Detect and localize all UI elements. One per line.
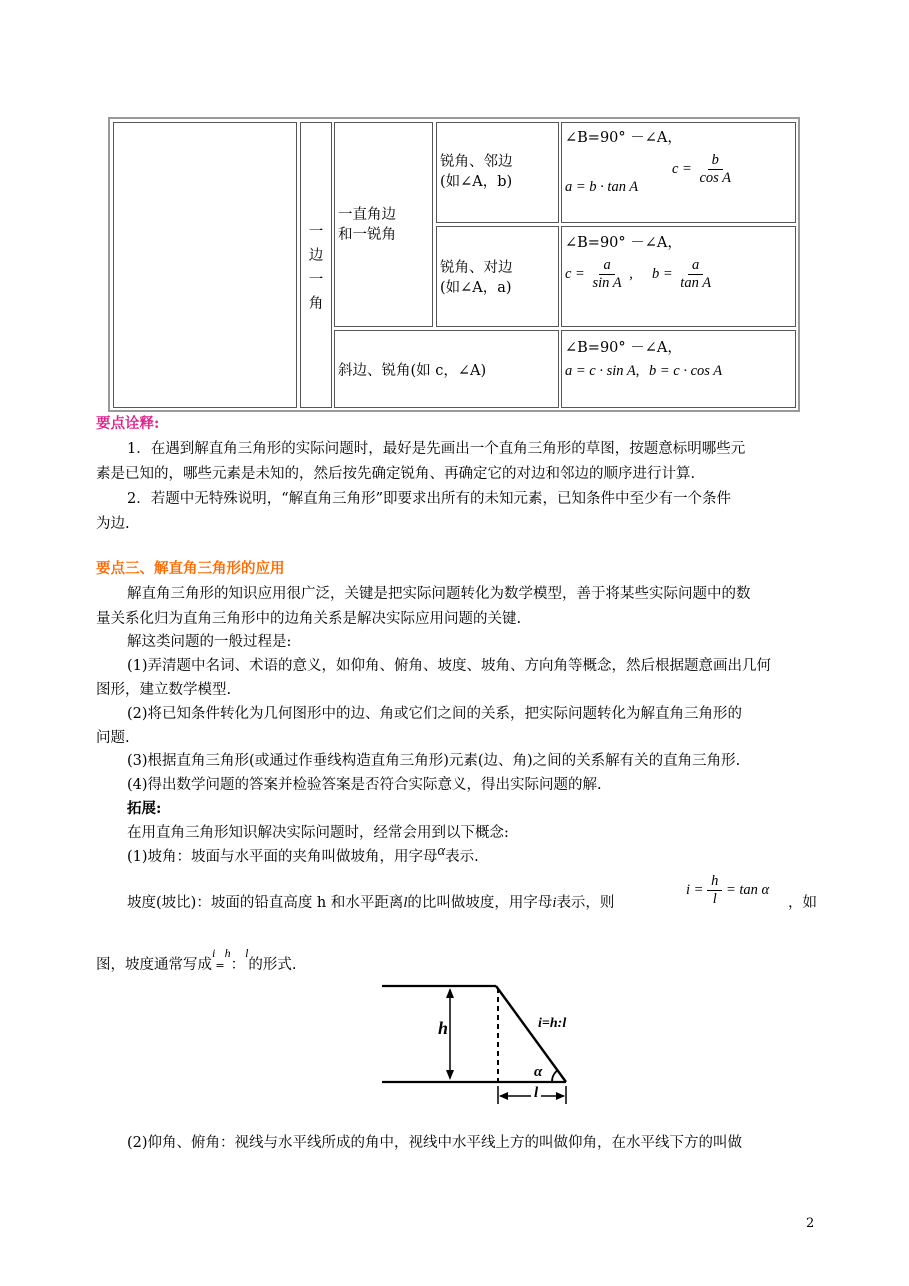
slope-form-line: 图，坡度通常写成$^i$=$^h$：$^l$的形式. xyxy=(96,946,297,973)
formula-2-c: c = $\frac{a}{\text{sin A}}$ , xyxy=(565,257,633,291)
extension-heading: 拓展: xyxy=(127,800,162,817)
condition-1: 锐角、邻边 (如∠A，b) xyxy=(440,154,513,190)
condition-2: 锐角、对边 (如∠A，a) xyxy=(440,260,513,296)
note-1-line1: 1．在遇到解直角三角形的实际问题时，最好是先画出一个直角三角形的草图，按题意标明哪些元 xyxy=(127,441,746,457)
diagram-alpha-label: α xyxy=(534,1064,543,1080)
formula-3-a: a = c · sin A, b = c · cos A xyxy=(565,363,723,379)
step-1-line2: 图形，建立数学模型. xyxy=(96,682,232,698)
table-cell-empty xyxy=(113,122,297,408)
section3-intro-line1: 解直角三角形的知识应用很广泛，关键是把实际问题转化为数学模型，善于将某些实际问题中的数 xyxy=(127,586,751,602)
note-2-line1: 2．若题中无特殊说明，“解直角三角形”即要求出所有的未知元素，已知条件中至少有一个条件 xyxy=(127,491,732,507)
process-label: 解这类问题的一般过程是: xyxy=(127,634,292,650)
elevation-def: (2)仰角、俯角：视线与水平线所成的角中，视线中水平线上方的叫做仰角，在水平线下方的叫做 xyxy=(127,1135,743,1151)
slope-grade-tail: ，如 xyxy=(788,895,817,911)
slope-grade-def: 坡度(坡比)：坡面的铅直高度 h 和水平距离l的比叫做坡度，用字母i表示，则 xyxy=(127,895,615,911)
diagram-slope-label: i=h:l xyxy=(538,1016,567,1031)
slope-line xyxy=(496,986,566,1082)
diagram-l-label: l xyxy=(531,1085,541,1102)
formula-3-line1: ∠B=90° －∠A， xyxy=(565,340,682,356)
step-4: (4)得出数学问题的答案并检验答案是否符合实际意义，得出实际问题的解. xyxy=(127,777,602,793)
condition-3: 斜边、锐角(如 c，∠A) xyxy=(338,363,487,379)
group-label: 一直角边 和一锐角 xyxy=(338,207,396,243)
slope-grade-formula: i = $\frac{h}{l}$ = tan α xyxy=(686,873,770,907)
formula-1-a: a = b · tan A xyxy=(565,179,639,195)
extension-intro: 在用直角三角形知识解决实际问题时，经常会用到以下概念: xyxy=(127,825,509,841)
slope-angle-def: (1)坡角：坡面与水平面的夹角叫做坡角，用字母α表示. xyxy=(127,843,479,865)
vertical-label: 一 边 一 角 xyxy=(308,224,324,312)
diagram-h-label: h xyxy=(438,1018,449,1038)
page-number: 2 xyxy=(806,1216,815,1231)
formula-2-b: b = $\frac{a}{\text{tan A}}$ xyxy=(652,257,712,291)
note-1-line2: 素是已知的，哪些元素是未知的，然后按先确定锐角、再确定它的对边和邻边的顺序进行计算. xyxy=(96,466,696,482)
note-2-line2: 为边. xyxy=(96,516,130,532)
section3-intro-line2: 量关系化归为直角三角形中的边角关系是解决实际应用问题的关键. xyxy=(96,611,522,627)
slope-diagram xyxy=(380,980,580,1110)
notes-heading: 要点诠释: xyxy=(96,415,160,432)
section3-heading: 要点三、解直角三角形的应用 xyxy=(96,560,285,577)
formula-1-line1: ∠B=90° －∠A， xyxy=(565,130,682,146)
step-2-line1: (2)将已知条件转化为几何图形中的边、角或它们之间的关系，把实际问题转化为解直角三角形的 xyxy=(127,706,743,722)
alpha-arc xyxy=(552,1070,558,1082)
formula-1-c: c = $\frac{b}{\text{cos A}}$ xyxy=(672,152,732,186)
step-1-line1: (1)弄清题中名词、术语的意义，如仰角、俯角、坡度、坡角、方向角等概念，然后根据题意画出几何 xyxy=(127,658,772,674)
step-3: (3)根据直角三角形(或通过作垂线构造直角三角形)元素(边、角)之间的关系解有关的直角三角形. xyxy=(127,753,741,769)
step-2-line2: 问题. xyxy=(96,730,130,746)
formula-2-line1: ∠B=90° －∠A， xyxy=(565,235,682,251)
